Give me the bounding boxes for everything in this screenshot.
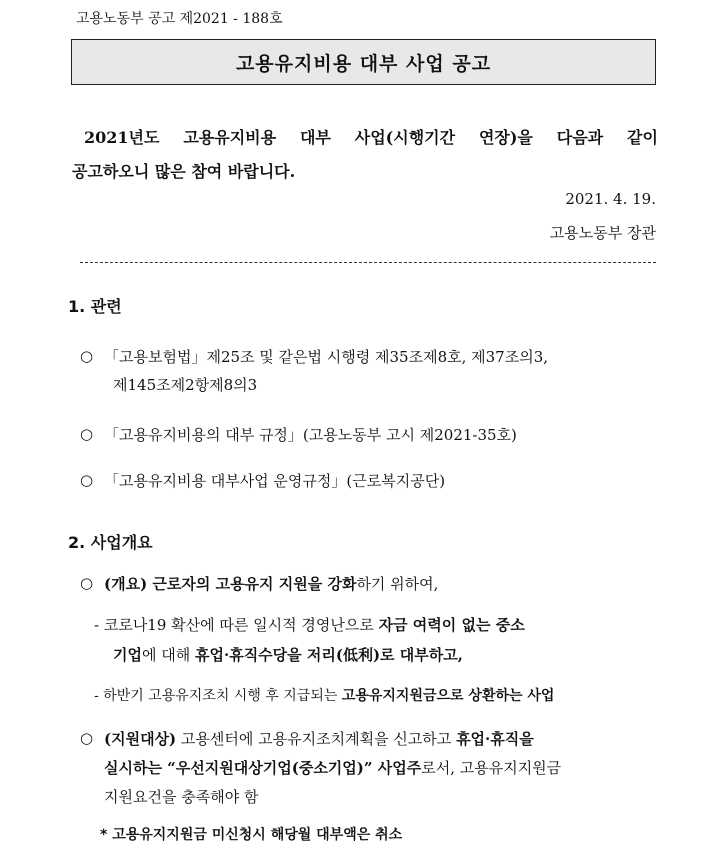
sub-item-1-normal: - 코로나19 확산에 따른 일시적 경영난으로	[94, 616, 379, 634]
target-line-2-bold: 실시하는 “우선지원대상기업(중소기업)” 사업주	[104, 759, 422, 777]
bullet-circle: ○	[80, 347, 94, 365]
sub-item-1-connector: 에 대해	[141, 646, 195, 664]
notice-number: 고용노동부 공고 제2021 - 188호	[76, 11, 283, 27]
bullet-circle: ○	[80, 425, 94, 443]
dashed-divider	[80, 262, 656, 263]
intro-line-2: 공고하오니 많은 참여 바랍니다.	[72, 162, 296, 181]
overview-normal: 하기 위하여,	[356, 575, 439, 593]
sub-item-1-bold: 자금 여력이 없는 중소	[378, 616, 525, 634]
issuer: 고용노동부 장관	[549, 224, 656, 242]
intro-line-1	[72, 121, 658, 155]
section-1-item-3: 「고용유지비용 대부사업 운영규정」(근로복지공단)	[104, 472, 446, 490]
section-1-item-1-line-1: 「고용보험법」제25조 및 같은법 시행령 제35조제8호, 제37조의3,	[104, 348, 549, 366]
target-line-3: 지원요건을 충족해야 함	[104, 788, 259, 806]
bullet-circle: ○	[80, 574, 94, 592]
intro-word: 대부	[299, 128, 331, 147]
sub-item-2-bold: 고용유지지원금으로 상환하는 사업	[341, 688, 555, 704]
section-1-heading: 1. 관련	[68, 297, 122, 316]
intro-word: 사업(시행기간	[354, 128, 456, 147]
target-line-1-normal: 고용센터에 고용유지조치계획을 신고하고	[176, 730, 457, 748]
overview-line	[104, 573, 438, 594]
notice-date: 2021. 4. 19.	[565, 190, 656, 208]
intro-word: 2021년도	[84, 128, 160, 147]
sub-item-2-normal: - 하반기 고용유지조치 시행 후 지급되는	[94, 688, 342, 704]
section-1-item-1-line-2: 제145조제2항제8의3	[113, 376, 258, 394]
intro-word: 연장)을	[478, 128, 533, 147]
title-box	[71, 39, 656, 85]
section-2-heading: 2. 사업개요	[68, 533, 153, 552]
intro-word: 다음과	[556, 128, 604, 147]
target-line-2-normal: 로서, 고용유지지원금	[421, 759, 562, 777]
sub-item-1-company: 기업	[113, 646, 142, 664]
target-line-2	[104, 757, 561, 778]
sub-item-1-loan: 휴업·휴직수당을 저리(低利)로 대부하고,	[195, 646, 463, 664]
sub-item-2	[94, 685, 554, 705]
intro-word: 같이	[627, 128, 658, 147]
footnote: * 고용유지지원금 미신청시 해당월 대부액은 취소	[100, 827, 403, 843]
overview-bold: (개요) 근로자의 고용유지 지원을 강화	[104, 575, 357, 593]
bullet-circle: ○	[80, 729, 94, 747]
target-line-1	[104, 728, 534, 749]
intro-word: 고용유지비용	[183, 128, 277, 147]
section-1-item-2: 「고용유지비용의 대부 규정」(고용노동부 고시 제2021-35호)	[104, 426, 517, 444]
sub-item-1-line-1	[94, 614, 525, 635]
bullet-circle: ○	[80, 471, 94, 489]
page-title: 고용유지비용 대부 사업 공고	[235, 52, 492, 75]
intro-paragraph	[72, 121, 658, 189]
target-label: (지원대상)	[104, 730, 177, 748]
target-line-1-bold: 휴업·휴직을	[456, 730, 534, 748]
sub-item-1-line-2	[113, 644, 463, 665]
